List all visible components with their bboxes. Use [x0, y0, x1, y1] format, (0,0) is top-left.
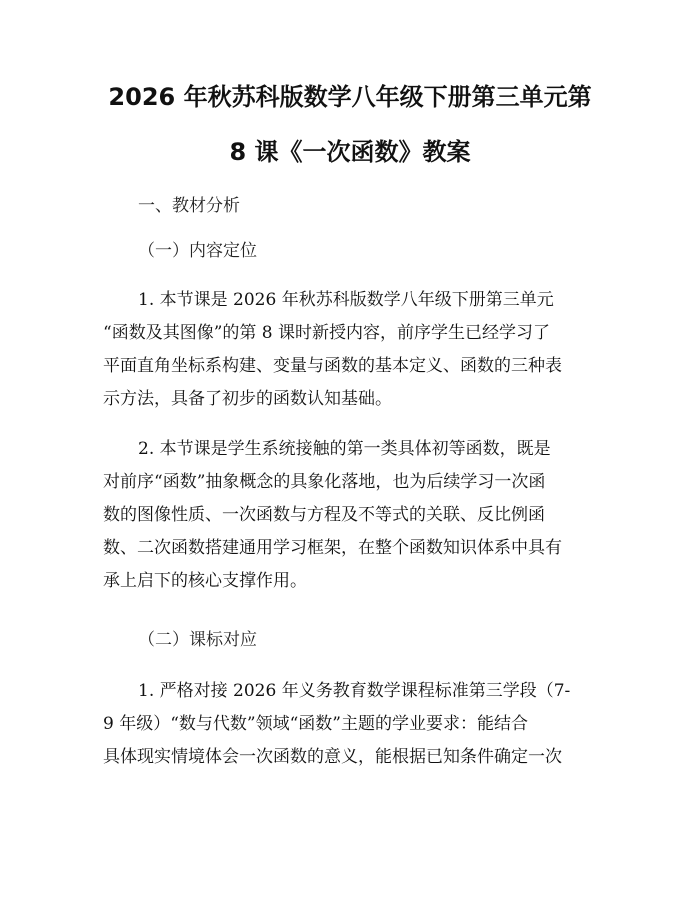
document-title-line-2: 8 课《一次函数》教案: [229, 138, 471, 166]
paragraph-curriculum-standards-1: [103, 679, 623, 778]
paragraph-line: 承上启下的核心支撑作用。: [103, 571, 307, 591]
subsection-heading-curriculum-standards: （二）课标对应: [138, 630, 257, 650]
paragraph-line: 9 年级）“数与代数”领域“函数”主题的学业要求：能结合: [103, 714, 528, 734]
paragraph-line: 1. 严格对接 2026 年义务教育数学课程标准第三学段（7-: [138, 681, 571, 701]
paragraph-line: 示方法，具备了初步的函数认知基础。: [103, 389, 392, 409]
paragraph-content-positioning-2: [103, 437, 623, 602]
paragraph-line: 数、二次函数搭建通用学习框架，在整个函数知识体系中具有: [103, 538, 562, 558]
paragraph-line: 数的图像性质、一次函数与方程及不等式的关联、反比例函: [103, 505, 545, 525]
document-title-line-1: 2026 年秋苏科版数学八年级下册第三单元第: [108, 83, 592, 111]
paragraph-line: 对前序“函数”抽象概念的具象化落地，也为后续学习一次函: [103, 472, 546, 492]
paragraph-line: 2. 本节课是学生系统接触的第一类具体初等函数，既是: [138, 439, 551, 459]
paragraph-line: 平面直角坐标系构建、变量与函数的基本定义、函数的三种表: [103, 356, 562, 376]
section-heading-textbook-analysis: 一、教材分析: [138, 196, 240, 216]
paragraph-content-positioning-1: [103, 288, 623, 420]
paragraph-line: 具体现实情境体会一次函数的意义，能根据已知条件确定一次: [103, 747, 562, 767]
subsection-heading-content-positioning: （一）内容定位: [138, 241, 257, 261]
paragraph-line: 1. 本节课是 2026 年秋苏科版数学八年级下册第三单元: [138, 290, 554, 310]
paragraph-line: “函数及其图像”的第 8 课时新授内容，前序学生已经学习了: [103, 323, 551, 343]
